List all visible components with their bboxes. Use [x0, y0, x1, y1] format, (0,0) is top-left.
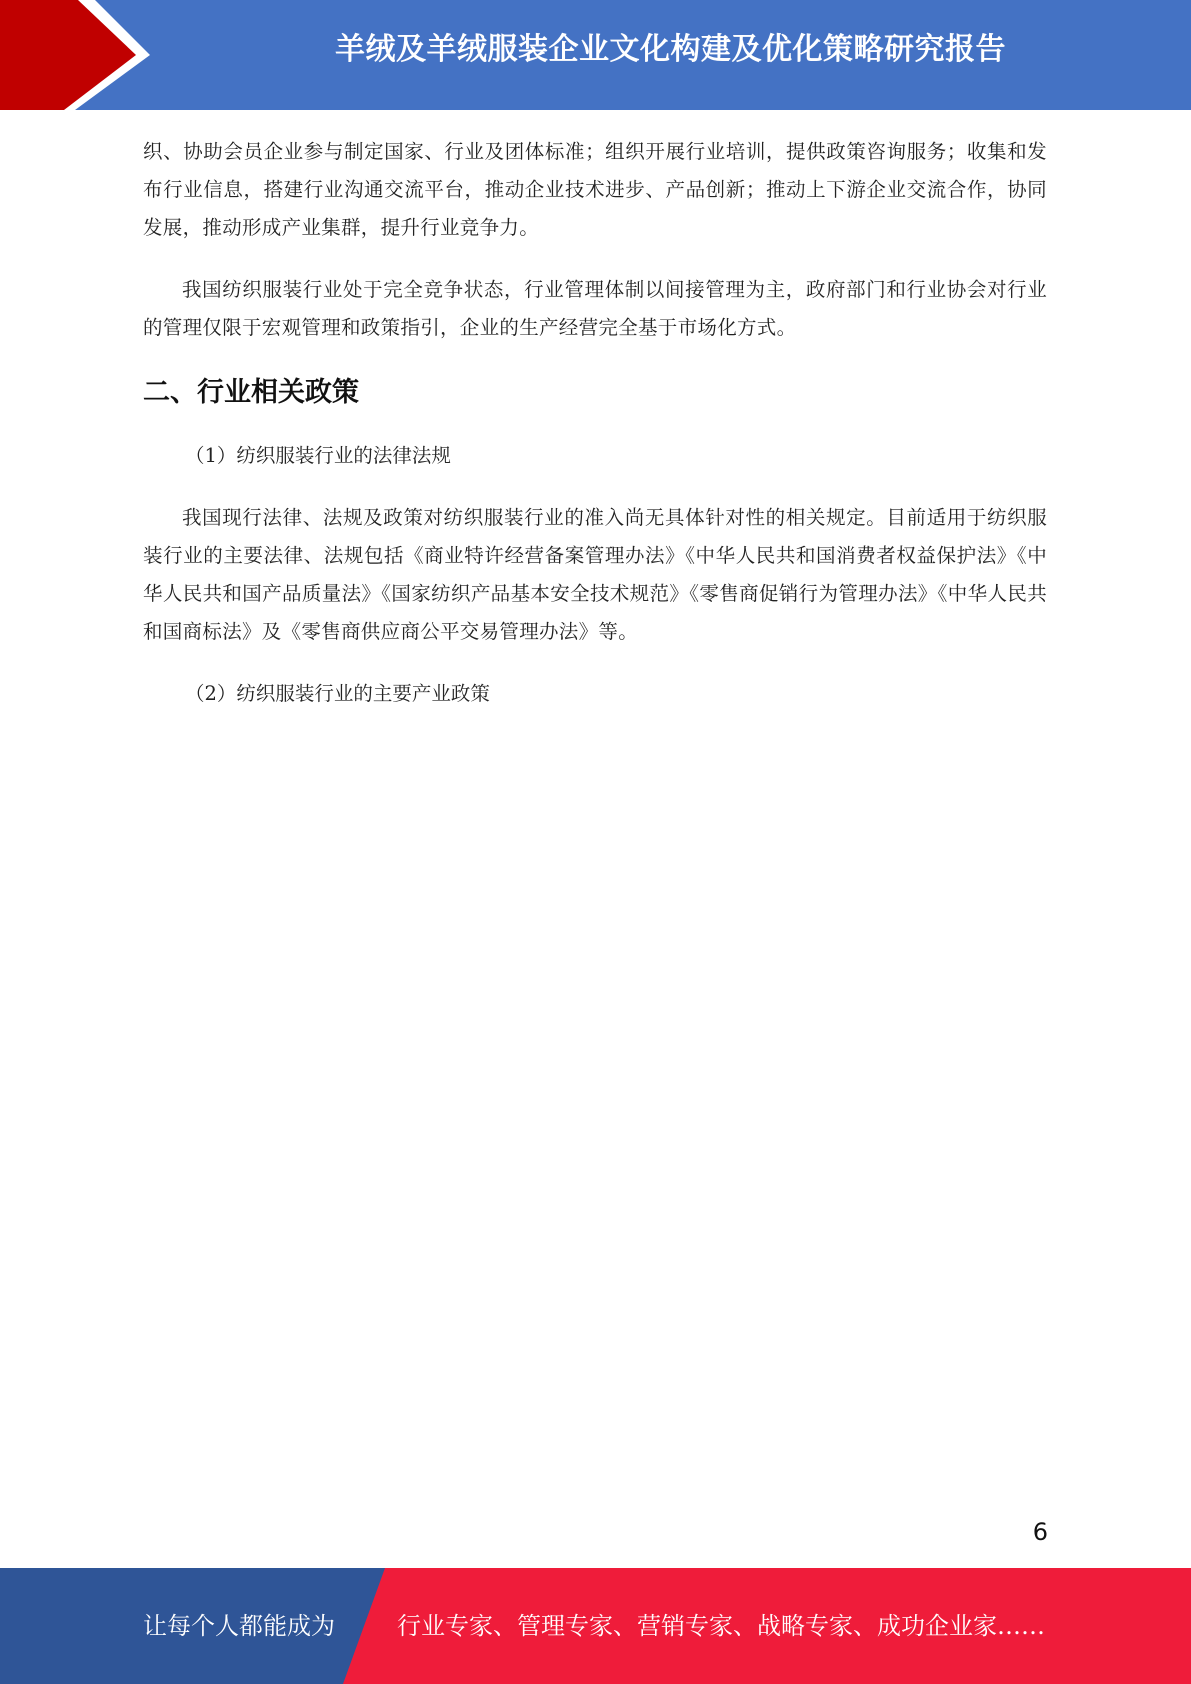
paragraph-2: 我国纺织服装行业处于完全竞争状态，行业管理体制以间接管理为主，政府部门和行业协会对行业的管理仅限于宏观管理和政策指引，企业的生产经营完全基于市场化方式。 [143, 278, 1047, 339]
footer-slogan-left: 让每个人都能成为 [143, 1612, 335, 1640]
sub-heading-1: （1）纺织服装行业的法律法规 [185, 444, 451, 467]
paragraph-3: 我国现行法律、法规及政策对纺织服装行业的准入尚无具体针对性的相关规定。目前适用于纺织服装行业的主要法律、法规包括《商业特许经营备案管理办法》《中华人民共和国消费者权益保护法》《中华人民共和国产品质量法》《国家纺织产品基本安全技术规范》《零售商促销行为管理办法》《中华人民共和国商标法》及《零售商供应商公平交易管理办法》等。 [143, 506, 1047, 643]
sub-heading-2: （2）纺织服装行业的主要产业政策 [185, 682, 490, 705]
header-banner [0, 0, 1191, 110]
footer-banner [0, 1568, 1191, 1684]
main-content [143, 133, 1047, 713]
footer-slogan-right: 行业专家、管理专家、营销专家、战略专家、成功企业家…… [397, 1612, 1045, 1640]
report-title: 羊绒及羊绒服装企业文化构建及优化策略研究报告 [335, 32, 1006, 67]
paragraph-1: 织、协助会员企业参与制定国家、行业及团体标准；组织开展行业培训，提供政策咨询服务；收集和发布行业信息，搭建行业沟通交流平台，推动企业技术进步、产品创新；推动上下游企业交流合作，协同发展，推动形成产业集群，提升行业竞争力。 [143, 140, 1047, 239]
section-heading: 二、行业相关政策 [143, 377, 359, 408]
page-number: 6 [1032, 1518, 1048, 1546]
